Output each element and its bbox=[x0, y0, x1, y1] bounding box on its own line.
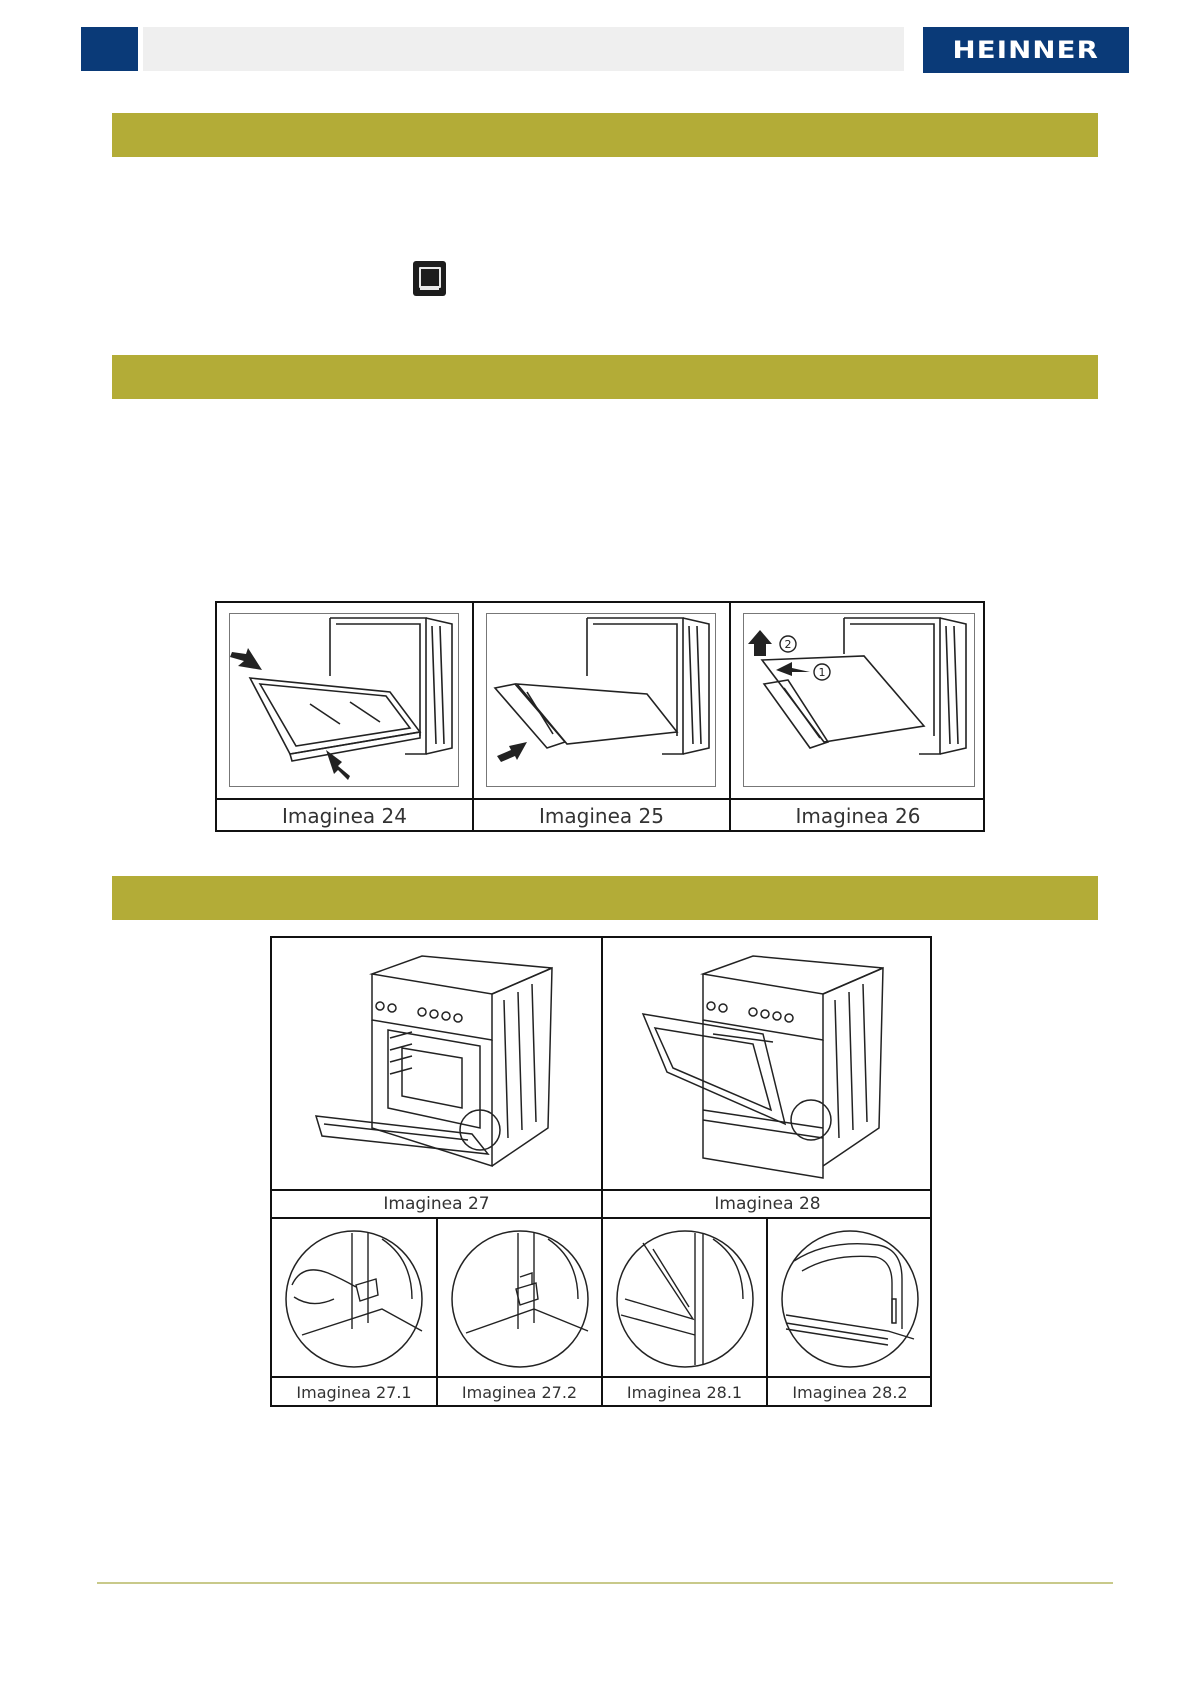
figure-25-caption: Imaginea 25 bbox=[539, 804, 664, 828]
brand-logo bbox=[923, 27, 1129, 73]
figure-28-2-caption: Imaginea 28.2 bbox=[792, 1383, 908, 1402]
figure-27-2-illustration bbox=[438, 1219, 601, 1376]
figure-27-2-caption: Imaginea 27.2 bbox=[461, 1383, 578, 1402]
header-square bbox=[81, 27, 138, 71]
figure-table-rack bbox=[215, 601, 985, 832]
figure-24-caption: Imaginea 24 bbox=[282, 804, 407, 828]
figure-27-1-illustration bbox=[272, 1219, 436, 1376]
oven-symbol-icon bbox=[413, 261, 446, 296]
figure-27-illustration bbox=[272, 938, 601, 1189]
section-header-bar-3 bbox=[112, 876, 1098, 920]
figure-28-caption: Imaginea 28 bbox=[714, 1194, 821, 1214]
figure-24-illustration bbox=[229, 613, 459, 787]
brand-logo-text: HEINNER bbox=[952, 36, 1100, 64]
figure-28-1-illustration bbox=[603, 1219, 766, 1376]
figure-26-step-1-label: 1 bbox=[818, 666, 826, 679]
header-bar bbox=[143, 27, 904, 71]
figure-table-door bbox=[270, 936, 932, 1407]
figure-28-illustration bbox=[603, 938, 932, 1189]
section-header-bar-2 bbox=[112, 355, 1098, 399]
footer-divider bbox=[97, 1582, 1113, 1584]
figure-28-1-caption: Imaginea 28.1 bbox=[626, 1383, 743, 1402]
figure-26-illustration bbox=[743, 613, 975, 787]
figure-27-caption: Imaginea 27 bbox=[383, 1194, 490, 1214]
figure-26-caption: Imaginea 26 bbox=[795, 804, 921, 828]
section-header-bar-1 bbox=[112, 113, 1098, 157]
figure-26-step-2-label: 2 bbox=[784, 638, 792, 651]
figure-28-2-illustration bbox=[768, 1219, 932, 1376]
figure-27-1-caption: Imaginea 27.1 bbox=[296, 1383, 412, 1402]
figure-25-illustration bbox=[486, 613, 716, 787]
